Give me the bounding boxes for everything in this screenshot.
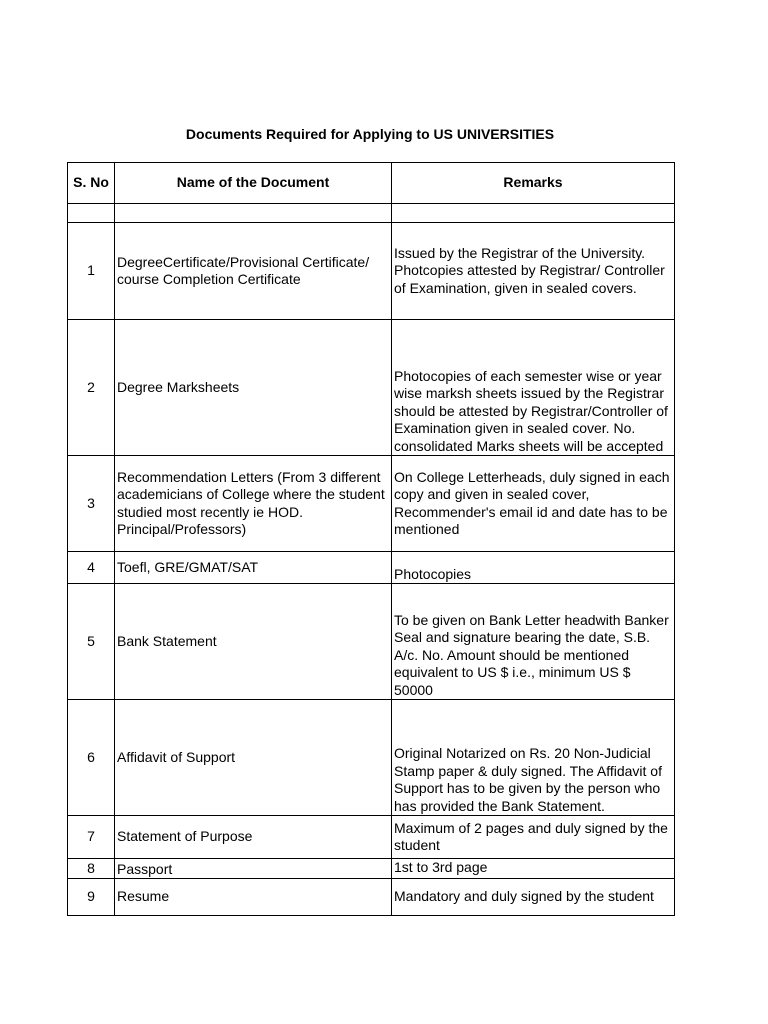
document-name: Degree Marksheets [115, 320, 392, 456]
document-remarks: Issued by the Registrar of the University. Photcopies attested by Registrar/ Controller of Examination, given in sealed covers. [392, 223, 675, 320]
table-row [68, 816, 675, 859]
documents-table [67, 162, 675, 916]
document-title: Documents Required for Applying to US UNIVERSITIES [185, 126, 555, 142]
document-remarks: Maximum of 2 pages and duly signed by the student [392, 816, 675, 859]
table-header-row [68, 163, 675, 204]
table-row [68, 859, 675, 879]
document-remarks: Original Notarized on Rs. 20 Non-Judicial Stamp paper & duly signed. The Affidavit of Support has to be given by the person who has provided the Bank Statement. [392, 700, 675, 816]
document-remarks: To be given on Bank Letter headwith Banker Seal and signature bearing the date, S.B. A/c. No. Amount should be mentioned equivalent to US $ i.e., minimum US $ 50000 [392, 584, 675, 700]
row-number: 5 [68, 584, 115, 700]
document-name: Toefl, GRE/GMAT/SAT [115, 552, 392, 584]
row-number: 1 [68, 223, 115, 320]
document-remarks: On College Letterheads, duly signed in each copy and given in sealed cover, Recommender's email id and date has to be mentioned [392, 456, 675, 552]
document-name: Resume [115, 879, 392, 916]
document-remarks: Photocopies of each semester wise or year wise marksh sheets issued by the Registrar should be attested by Registrar/Controller of Examination given in sealed cover. No. consolidated Marks sheets will be accepted [392, 320, 675, 456]
document-name: Bank Statement [115, 584, 392, 700]
empty-cell [392, 204, 675, 223]
header-document-name: Name of the Document [115, 163, 392, 204]
row-number: 4 [68, 552, 115, 584]
document-remarks: Photocopies [392, 552, 675, 584]
empty-cell [115, 204, 392, 223]
table-row [68, 879, 675, 916]
document-remarks: 1st to 3rd page [392, 859, 675, 879]
empty-cell [68, 204, 115, 223]
table-row [68, 552, 675, 584]
table-row [68, 320, 675, 456]
document-remarks: Mandatory and duly signed by the student [392, 879, 675, 916]
row-number: 8 [68, 859, 115, 879]
row-number: 6 [68, 700, 115, 816]
header-serial-number: S. No [68, 163, 115, 204]
document-name: Passport [115, 859, 392, 879]
table-row-empty [68, 204, 675, 223]
document-name: Affidavit of Support [115, 700, 392, 816]
document-name: DegreeCertificate/Provisional Certificate/ course Completion Certificate [115, 223, 392, 320]
table-row [68, 584, 675, 700]
document-name: Recommendation Letters (From 3 different academicians of College where the student studied most recently ie HOD. Principal/Professors) [115, 456, 392, 552]
table-row [68, 456, 675, 552]
row-number: 7 [68, 816, 115, 859]
header-remarks: Remarks [392, 163, 675, 204]
row-number: 2 [68, 320, 115, 456]
table-row [68, 700, 675, 816]
row-number: 3 [68, 456, 115, 552]
document-name: Statement of Purpose [115, 816, 392, 859]
row-number: 9 [68, 879, 115, 916]
table-row [68, 223, 675, 320]
